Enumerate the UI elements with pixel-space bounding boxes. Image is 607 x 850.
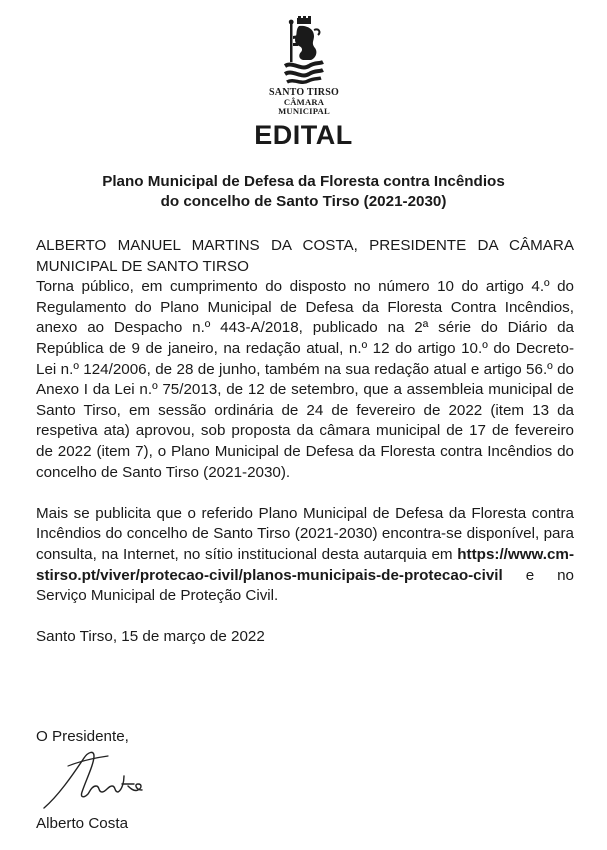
plan-url-link[interactable]: https://www.cm-stirso.pt/viver/protecao-civil/planos-municipais-de-protecao-civil [36,545,574,584]
signatory-name: Alberto Costa [36,815,129,832]
paragraph-2-text-before: Mais se publicita que o referido Plano Municipal de Defesa da Floresta contra Incêndios do concelho de Santo Tirso (2021-2030) encontra-se disponível, para consulta, na Internet, no sítio institucional desta autarquia em [36,504,574,563]
document-title: EDITAL [254,120,353,150]
subtitle-line-2: do concelho de Santo Tirso (2021-2030) [160,193,447,210]
signature-block [36,728,196,838]
date-line: Santo Tirso, 15 de março de 2022 [36,628,265,646]
document-subtitle [40,172,567,212]
paragraph-2 [36,504,574,607]
subtitle-line-1: Plano Municipal de Defesa da Floresta contra Incêndios [102,173,505,190]
handwritten-signature [38,746,158,814]
logo-line-2: CÂMARA MUNICIPAL [278,97,330,116]
paragraph-2-text-after: e no Serviço Municipal de Proteção Civil. [36,566,574,605]
paragraph-1: Torna público, em cumprimento do disposto no número 10 do artigo 4.º do Regulamento do Plano Municipal de Defesa da Floresta Contra Incêndios, anexo ao Despacho n.º 443-A/2018, publicado na 2ª série do Diário da República de 9 de janeiro, na redação atual, n.º 12 do artigo 10.º do Decreto-Lei n.º 124/2006, de 28 de junho, também na sua redação atual e artigo 56.º do Anexo I da Lei n.º 75/2013, de 12 de setembro, que a assembleia municipal de Santo Tirso, em sessão ordinária de 24 de fevereiro de 2022 (item 13 da respetiva ata) aprovou, sob proposta da câmara municipal de 17 de fevereiro de 2022 (item 7), o Plano Municipal de Defesa da Floresta contra Incêndios do concelho de Santo Tirso (2021-2030). [36,278,574,481]
document-body [36,236,574,648]
signatory-role: O Presidente, [36,728,129,745]
president-heading: ALBERTO MANUEL MARTINS DA COSTA, PRESIDENTE DA CÂMARA MUNICIPAL DE SANTO TIRSO [36,237,574,275]
municipality-logo [258,16,350,116]
coat-of-arms-icon [281,16,327,86]
logo-line-1: SANTO TIRSO [269,87,339,98]
